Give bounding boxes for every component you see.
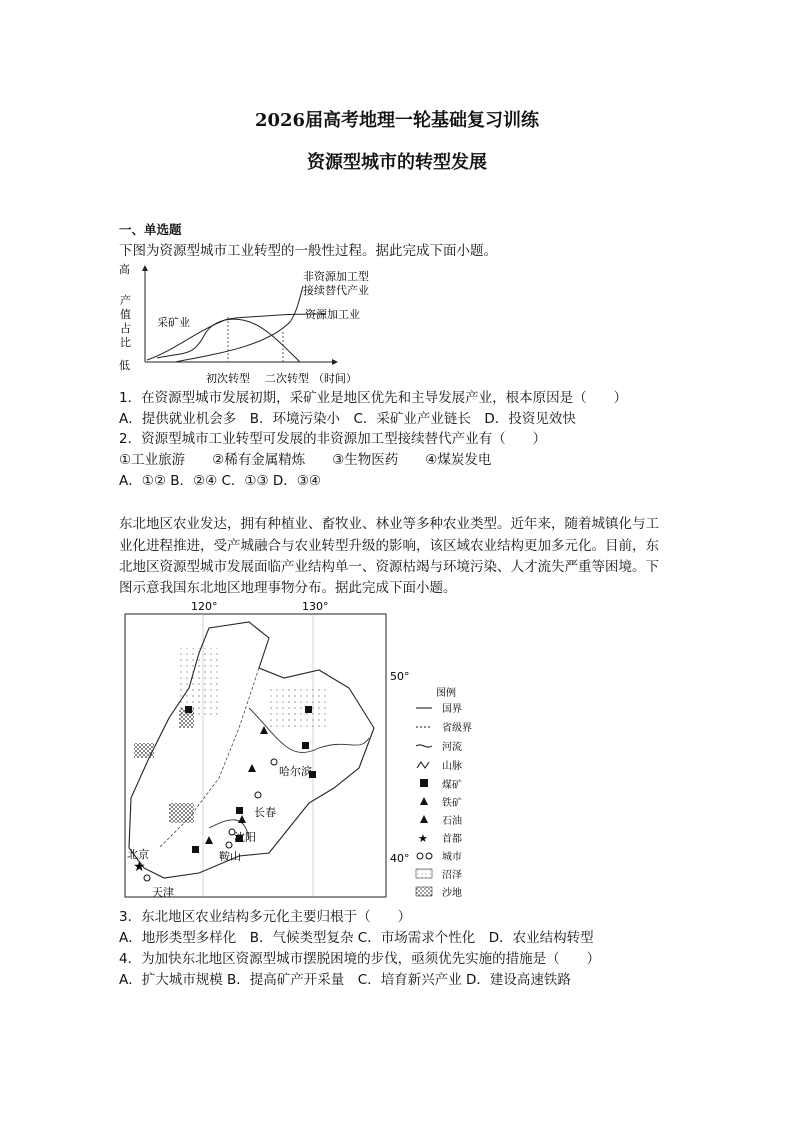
series-nonresource [175, 286, 303, 362]
industry-transition-chart [115, 262, 395, 387]
city-marker [144, 875, 150, 881]
city-label-harbin: 哈尔滨 [279, 765, 312, 778]
legend-symbol-city [417, 853, 423, 859]
legend-symbol-capital: ★ [418, 832, 428, 845]
x-tick-second: 二次转型 [265, 372, 309, 385]
city-label-shenyang: 沈阳 [234, 831, 256, 844]
coal-mine-marker [236, 807, 243, 814]
label-nonres-1: 非资源加工型 [303, 270, 369, 283]
question-4-options: A．扩大城市规模 B．提高矿产开采量 C．培育新兴产业 D．建设高速铁路 [119, 972, 571, 988]
passage-line-1: 东北地区农业发达，拥有种植业、畜牧业、林业等多种农业类型。近年来，随着城镇化与工 [119, 516, 659, 532]
legend-label-marsh: 沼泽 [442, 870, 462, 881]
legend-symbol-coal [420, 779, 428, 787]
legend-label-capital: 首都 [442, 834, 462, 845]
legend-label-coal: 煤矿 [442, 780, 462, 791]
lat-label-40: 40° [390, 852, 410, 865]
y-label-mid-1: 产 [120, 294, 131, 307]
y-label-mid [120, 293, 131, 349]
city-label-beijing: 北京 [127, 848, 149, 861]
legend-symbol-sand [416, 887, 432, 896]
city-label-tianjin: 天津 [152, 886, 174, 899]
label-nonres-2: 接续替代产业 [303, 284, 369, 297]
sand-area-2 [134, 743, 154, 758]
label-processing: 资源加工业 [305, 308, 360, 321]
legend-label-river: 河流 [442, 742, 462, 753]
city-marker [226, 842, 232, 848]
city-marker [255, 792, 261, 798]
y-label-mid-4: 比 [120, 336, 131, 349]
doc-subtitle: 资源型城市的转型发展 [307, 152, 487, 173]
coal-mine-marker [185, 706, 192, 713]
marsh-area [269, 688, 329, 728]
lon-label-120: 120° [191, 600, 218, 613]
passage-line-4: 图示意我国东北地区地理事物分布。据此完成下面小题。 [119, 580, 457, 596]
question-2: 2．资源型城市工业转型可发展的非资源加工型接续替代产业有（ ） [119, 431, 547, 447]
city-label-anshan: 鞍山 [219, 850, 241, 863]
y-label-mid-3: 占 [120, 322, 131, 335]
legend-label-border: 国界 [442, 704, 462, 715]
question-3-options: A．地形类型多样化 B．气候类型复杂 C．市场需求个性化 D．农业结构转型 [119, 930, 594, 946]
legend-symbol-city-2 [426, 853, 432, 859]
legend-symbol-iron [420, 797, 428, 805]
y-label-top: 高 [119, 263, 130, 276]
city-marker [271, 759, 277, 765]
question-3: 3．东北地区农业结构多元化主要归根于（ ） [119, 909, 412, 925]
question-4: 4．为加快东北地区资源型城市摆脱困境的步伐，亟须优先实施的措施是（ ） [119, 951, 601, 967]
legend-label-oil: 石油 [442, 816, 462, 827]
coal-mine-marker [305, 706, 312, 713]
passage-line-3: 北地区资源型城市发展面临产业结构单一、资源枯竭与环境污染、人才流失严重等困境。下 [119, 559, 659, 575]
label-mining: 采矿业 [157, 316, 190, 329]
legend-symbol-oil [420, 815, 428, 823]
coal-mine-marker [302, 742, 309, 749]
question-1-options: A．提供就业机会多 B．环境污染小 C．采矿业产业链长 D．投资见效快 [119, 411, 576, 427]
sand-area-1 [169, 803, 194, 823]
legend-label-iron: 铁矿 [442, 798, 462, 809]
section-heading: 一、单选题 [119, 222, 182, 237]
y-label-bottom: 低 [119, 359, 130, 372]
legend-label-city: 城市 [442, 852, 462, 863]
legend-label-province: 省级界 [442, 723, 472, 734]
legend-label-mountain: 山脉 [442, 761, 462, 772]
intro-text-1: 下图为资源型城市工业转型的一般性过程。据此完成下面小题。 [119, 243, 497, 259]
x-axis-label: （时间） [313, 372, 357, 385]
x-tick-first: 初次转型 [206, 372, 250, 385]
city-label-changchun: 长春 [254, 806, 276, 819]
map-legend [412, 684, 502, 900]
legend-title: 图例 [436, 688, 456, 699]
doc-title: 2026届高考地理一轮基础复习训练 [254, 110, 540, 131]
capital-star: ★ [133, 859, 146, 875]
question-1: 1．在资源型城市发展初期，采矿业是地区优先和主导发展产业，根本原因是（ ） [119, 390, 628, 406]
y-label-mid-2: 值 [120, 308, 131, 321]
passage-line-2: 业化进程推进，受产城融合与农业转型升级的影响，该区域农业结构更加多元化。目前，东 [119, 538, 659, 554]
lat-label-50: 50° [390, 670, 410, 683]
question-2-options: A．①② B．②④ C．①③ D．③④ [119, 473, 322, 489]
legend-symbol-mountain [417, 762, 429, 768]
legend-symbol-river [416, 745, 432, 747]
lon-label-130: 130° [302, 600, 329, 613]
coal-mine-marker [192, 846, 199, 853]
legend-symbol-marsh [416, 869, 432, 878]
question-2-items: ①工业旅游 ②稀有金属精炼 ③生物医药 ④煤炭发电 [119, 452, 492, 468]
legend-label-sand: 沙地 [442, 888, 462, 899]
